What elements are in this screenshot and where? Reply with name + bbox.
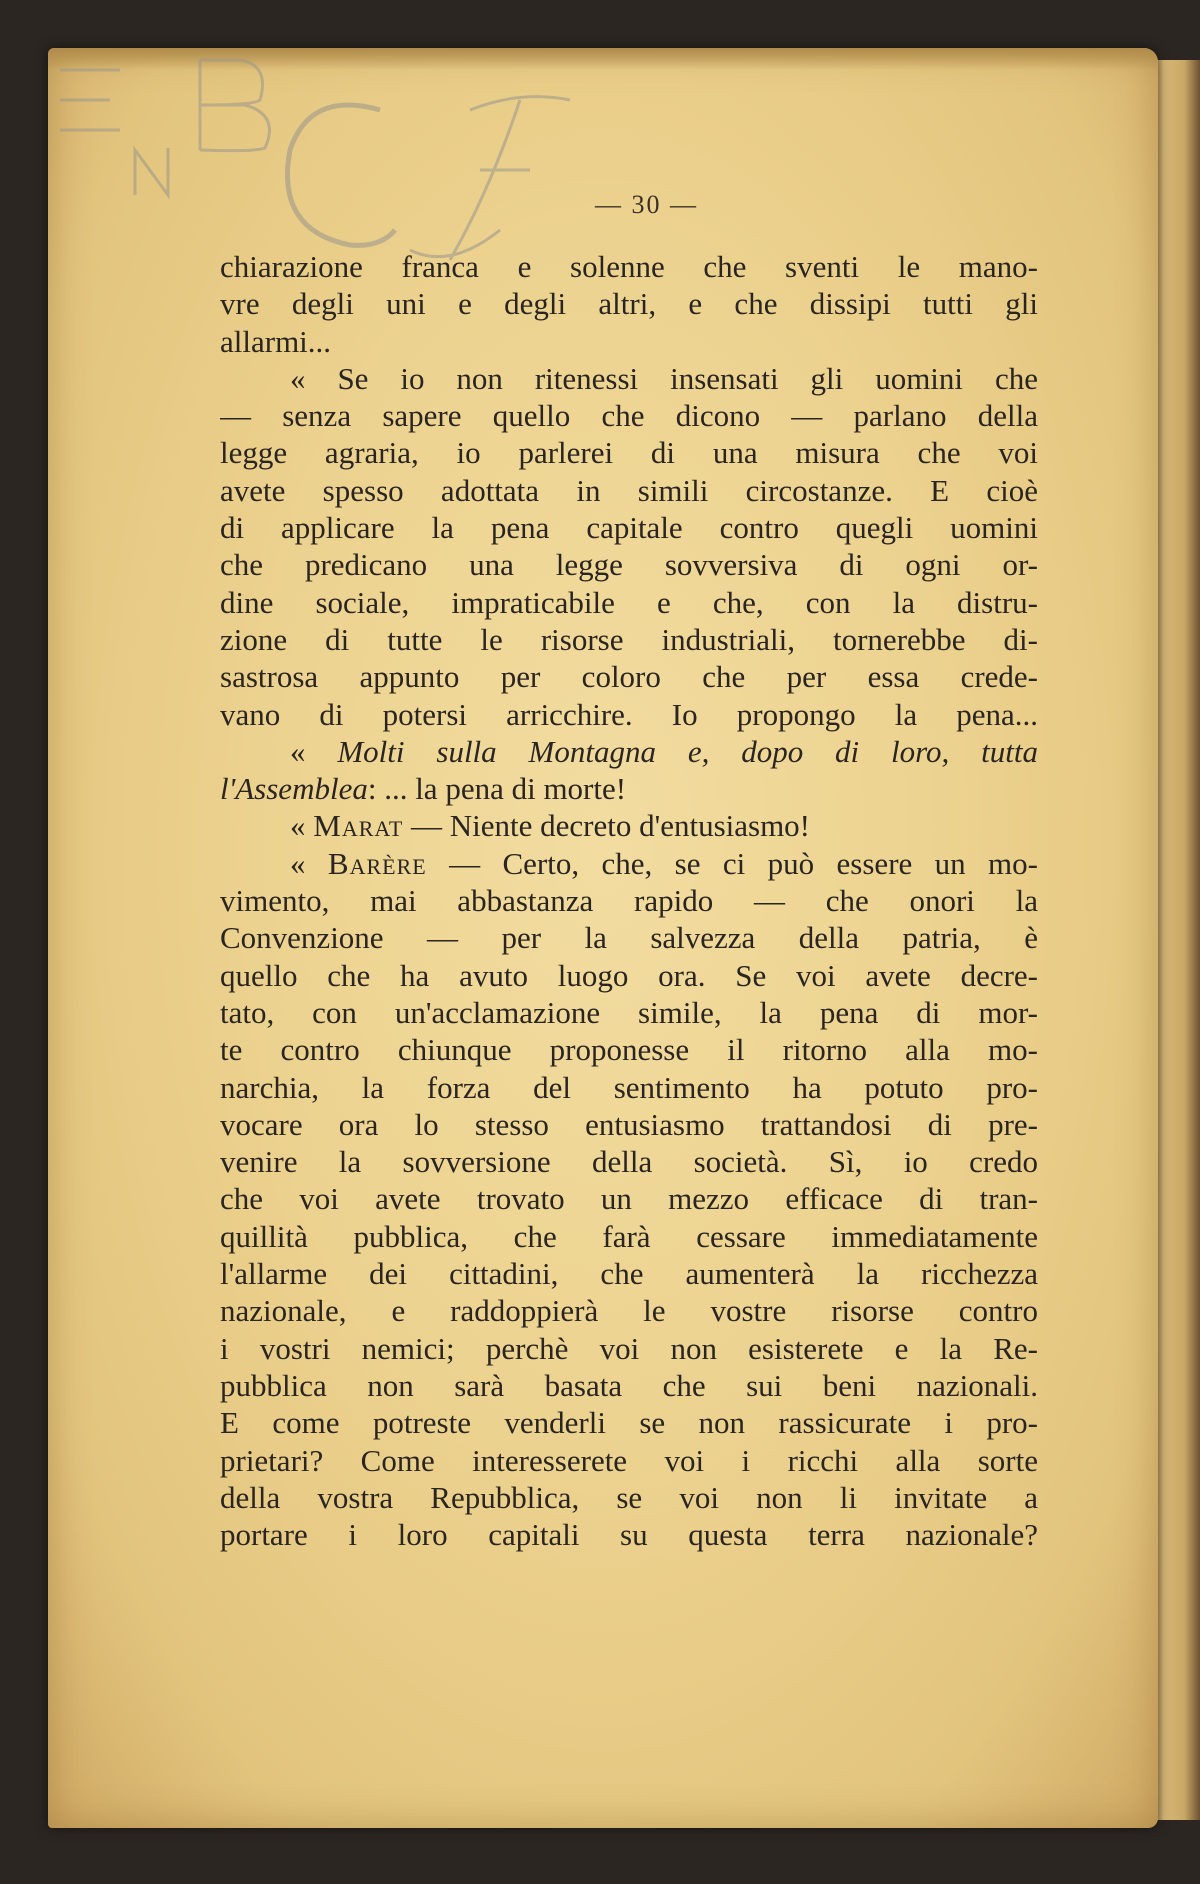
text-fragment: — Niente decreto d'entusiasmo! xyxy=(403,808,811,844)
text-line: legge agraria, io parlerei di una misura che voi xyxy=(220,435,1038,471)
text-line: nazionale, e raddoppierà le vostre risorse contro xyxy=(220,1293,1038,1329)
text-line: « Se io non ritenessi insensati gli uomini che xyxy=(290,360,1038,396)
page-number: — 30 — xyxy=(595,190,698,219)
text-line: portare i loro capitali su questa terra nazionale? xyxy=(220,1517,1038,1553)
text-line: pubblica non sarà basata che sui beni nazionali. xyxy=(220,1367,1038,1403)
quote-mark: « xyxy=(290,808,314,844)
text-line: venire la sovversione della società. Sì, io credo xyxy=(220,1144,1038,1180)
text-line: i vostri nemici; perchè voi non esisterete e la Re- xyxy=(220,1330,1038,1366)
text-line: della vostra Repubblica, se voi non li invitate a xyxy=(220,1479,1038,1515)
speaker-name: Marat xyxy=(313,808,404,844)
text-line: di applicare la pena capitale contro quegli uomini xyxy=(220,510,1038,546)
page-worn-edge xyxy=(48,48,1158,70)
stage-direction: Molti sulla Montagna e, dopo di loro, tutta xyxy=(337,733,1038,769)
text-line: zione di tutte le risorse industriali, tornerebbe di- xyxy=(220,621,1038,657)
text-line: Convenzione — per la salvezza della patria, è xyxy=(220,920,1038,956)
text-fragment: — Certo, che, se ci può essere un mo- xyxy=(426,845,1038,881)
quote-mark: « xyxy=(290,845,328,881)
text-line: che voi avete trovato un mezzo efficace di tran- xyxy=(220,1181,1038,1217)
text-line: E come potreste venderli se non rassicurate i pro- xyxy=(220,1405,1038,1441)
text-line: sastrosa appunto per coloro che per essa crede- xyxy=(220,659,1038,695)
text-line: vimento, mai abbastanza rapido — che onori la xyxy=(220,883,1038,919)
text-line xyxy=(244,845,1038,882)
text-line xyxy=(244,807,1038,844)
text-line: che predicano una legge sovversiva di ogni or- xyxy=(220,547,1038,583)
text-fragment: : ... la pena di morte! xyxy=(367,771,627,807)
text-line: prietari? Come interesserete voi i ricchi alla sorte xyxy=(220,1442,1038,1478)
text-line: allarmi... xyxy=(220,323,332,359)
text-line: te contro chiunque proponesse il ritorno alla mo- xyxy=(220,1032,1038,1068)
text-line: — senza sapere quello che dicono — parlano della xyxy=(220,398,1038,434)
text-line: l'allarme dei cittadini, che aumenterà la ricchezza xyxy=(220,1256,1038,1292)
text-line: dine sociale, impraticabile e che, con la distru- xyxy=(220,584,1038,620)
text-line xyxy=(244,733,1038,770)
text-line: vre degli uni e degli altri, e che dissipi tutti gli xyxy=(220,286,1038,322)
quote-mark: « xyxy=(290,733,338,769)
text-line: tato, con un'acclamazione simile, la pena di mor- xyxy=(220,994,1038,1030)
text-line: vano di potersi arricchire. Io propongo la pena... xyxy=(220,696,1038,732)
text-line: vocare ora lo stesso entusiasmo trattandosi di pre- xyxy=(220,1106,1038,1142)
text-line xyxy=(220,770,1038,807)
text-line: narchia, la forza del sentimento ha potuto pro- xyxy=(220,1069,1038,1105)
text-line: quillità pubblica, che farà cessare immediatamente xyxy=(220,1218,1038,1254)
speaker-name: Barère xyxy=(327,845,427,881)
text-line: avete spesso adottata in simili circostanze. E cioè xyxy=(220,472,1038,508)
text-line: quello che ha avuto luogo ora. Se voi avete decre- xyxy=(220,957,1038,993)
body-text xyxy=(220,248,1038,1553)
stage-direction: l'Assemblea xyxy=(220,771,368,807)
text-line: chiarazione franca e solenne che sventi le mano- xyxy=(220,249,1038,284)
